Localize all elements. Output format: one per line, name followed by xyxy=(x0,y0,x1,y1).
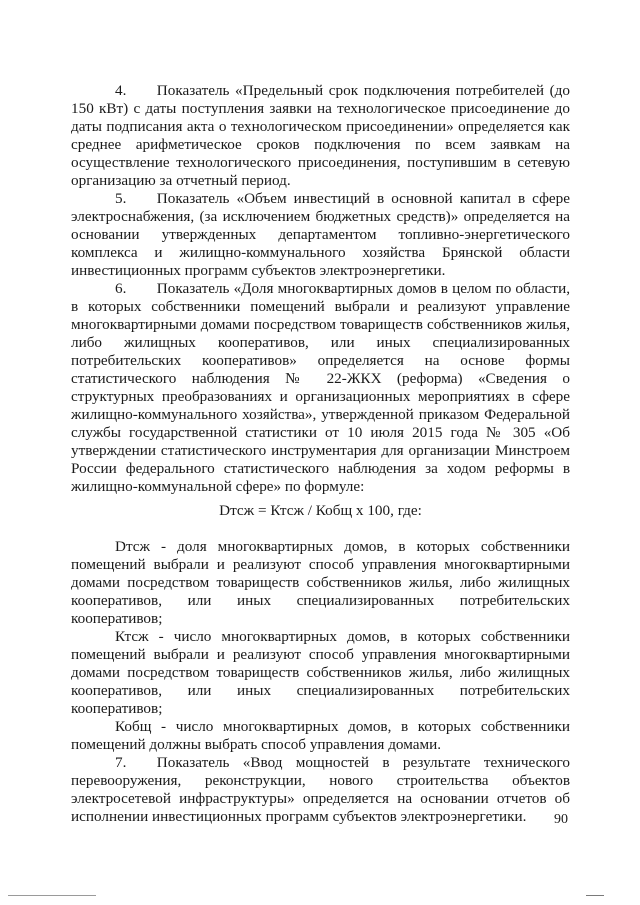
footer-rule xyxy=(8,895,96,896)
paragraph-6: 6. Показатель «Доля многоквартирных домов в целом по области, в которых собственники помещений выбрали и реализуют управление многоквартирными домами посредством товариществ собственников жилья, либо жилищных кооперативов, или иных специализированных потребительских кооперативов» определяется на основе формы статистического наблюдения № 22-ЖКХ (реформа) «Сведения о структурных преобразованиях и организационных мероприятиях в сфере жилищно-коммунального хозяйства», утвержденной приказом Федеральной службы государственной статистики от 10 июля 2015 года № 305 «Об утверждении статистического инструментария для организации Минстроем России федерального статистического наблюдения за ходом реформы в жилищно-коммунальной сфере» по формуле: xyxy=(71,280,570,495)
formula: Dтсж = Ктсж / Кобщ х 100, где: xyxy=(219,502,422,519)
document-body xyxy=(71,82,570,826)
definition-dtszh: Dтсж - доля многоквартирных домов, в которых собственники помещений выбрали и реализуют способ управления многоквартирными домами посредством товариществ собственников жилья, либо жилищных кооперативов, или иных специализированных потребительских кооперативов; xyxy=(71,538,570,627)
definition-kobshch: Кобщ - число многоквартирных домов, в которых собственники помещений должны выбрать способ управления домами. xyxy=(71,718,570,753)
definition-ktszh: Ктсж - число многоквартирных домов, в которых собственники помещений выбрали и реализуют способ управления многоквартирными домами посредством товариществ собственников жилья, либо жилищных кооперативов, или иных специализированных потребительских кооперативов; xyxy=(71,628,570,717)
page-number: 90 xyxy=(554,812,568,827)
paragraph-5: 5. Показатель «Объем инвестиций в основной капитал в сфере электроснабжения, (за исключением бюджетных средств)» определяется на основании утвержденных департаментом топливно-энергетического комплекса и жилищно-коммунального хозяйства Брянской области инвестиционных программ субъектов электроэнергетики. xyxy=(71,190,570,279)
corner-rule xyxy=(586,895,604,896)
paragraph-4: 4. Показатель «Предельный срок подключения потребителей (до 150 кВт) с даты поступления заявки на технологическое присоединение до даты подписания акта о технологическом присоединении» определяется как среднее арифметическое сроков подключения по всем заявкам на осуществление технологического присоединения, поступившим в сетевую организацию за отчетный период. xyxy=(71,82,570,189)
paragraph-7: 7. Показатель «Ввод мощностей в результате технического перевооружения, реконструкции, нового строительства объектов электросетевой инфраструктуры» определяется на основании отчетов об исполнении инвестиционных программ субъектов электроэнергетики. xyxy=(71,754,570,825)
